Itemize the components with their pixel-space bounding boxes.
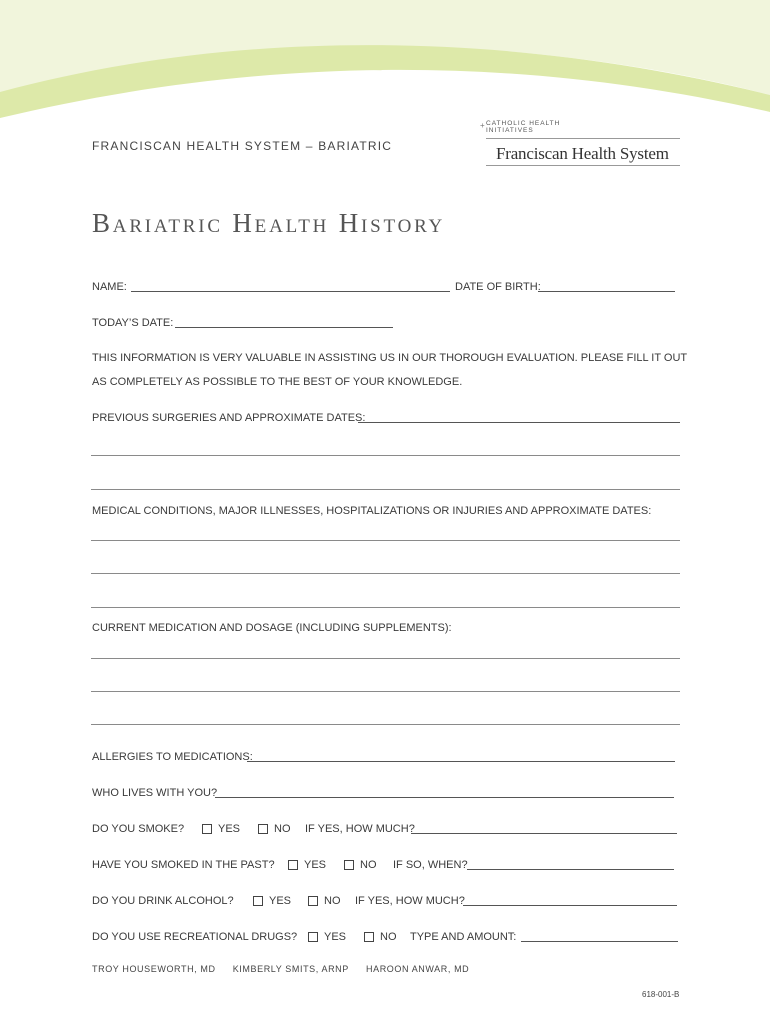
smoke-yes-label: YES xyxy=(218,823,241,835)
logo-line-2: INITIATIVES xyxy=(486,127,534,134)
alcohol-no-checkbox[interactable] xyxy=(308,896,318,906)
current-medication-label: CURRENT MEDICATION AND DOSAGE (INCLUDING SUPPLEMENTS): xyxy=(92,622,452,634)
medical-conditions-line-1[interactable] xyxy=(91,540,680,541)
header-swoosh xyxy=(0,0,770,130)
alcohol-question: DO YOU DRINK ALCOHOL? xyxy=(92,895,234,907)
smoke-question: DO YOU SMOKE? xyxy=(92,823,185,835)
previous-surgeries-label: PREVIOUS SURGERIES AND APPROXIMATE DATES: xyxy=(92,412,366,424)
logo-name: Franciscan Health System xyxy=(496,144,669,163)
page-title: Bariatric Health History xyxy=(92,208,446,238)
drugs-yes-checkbox[interactable] xyxy=(308,932,318,942)
who-lives-field[interactable] xyxy=(215,797,674,798)
smoked-past-no-checkbox[interactable] xyxy=(344,860,354,870)
smoke-follow-label: IF YES, HOW MUCH? xyxy=(305,823,415,835)
alcohol-no-option[interactable] xyxy=(308,895,341,907)
who-lives-label: WHO LIVES WITH YOU? xyxy=(92,787,218,799)
smoke-yes-option[interactable] xyxy=(202,823,240,835)
smoke-yes-checkbox[interactable] xyxy=(202,824,212,834)
alcohol-follow-label: IF YES, HOW MUCH? xyxy=(355,895,465,907)
alcohol-no-label: NO xyxy=(324,895,341,907)
allergies-label: ALLERGIES TO MEDICATIONS: xyxy=(92,751,253,763)
previous-surgeries-line-2[interactable] xyxy=(91,455,680,456)
medical-conditions-label: MEDICAL CONDITIONS, MAJOR ILLNESSES, HOSPITALIZATIONS OR INJURIES AND APPROXIMATE DATES: xyxy=(92,505,652,517)
drugs-follow-label: TYPE AND AMOUNT: xyxy=(410,931,517,943)
current-medication-line-1[interactable] xyxy=(91,658,680,659)
drugs-question: DO YOU USE RECREATIONAL DRUGS? xyxy=(92,931,298,943)
smoked-past-no-option[interactable] xyxy=(344,859,377,871)
drugs-yes-option[interactable] xyxy=(308,931,346,943)
name-label: NAME: xyxy=(92,281,127,293)
drugs-no-checkbox[interactable] xyxy=(364,932,374,942)
smoke-no-checkbox[interactable] xyxy=(258,824,268,834)
previous-surgeries-field[interactable] xyxy=(358,422,680,423)
name-field[interactable] xyxy=(131,291,450,292)
alcohol-yes-option[interactable] xyxy=(253,895,291,907)
smoked-past-question: HAVE YOU SMOKED IN THE PAST? xyxy=(92,859,275,871)
todays-date-label: TODAY’S DATE: xyxy=(92,317,174,329)
intro-line-1: THIS INFORMATION IS VERY VALUABLE IN ASSISTING US IN OUR THOROUGH EVALUATION. PLEASE FILL IT OUT xyxy=(92,352,688,364)
smoked-past-when-field[interactable] xyxy=(467,869,674,870)
medical-conditions-line-2[interactable] xyxy=(91,573,680,574)
todays-date-field[interactable] xyxy=(175,327,393,328)
smoke-no-option[interactable] xyxy=(258,823,291,835)
logo-line-1: CATHOLIC HEALTH xyxy=(486,120,561,127)
logo-rule-top xyxy=(486,138,680,139)
chi-logo-text xyxy=(480,120,561,134)
dob-field[interactable] xyxy=(538,291,675,292)
logo-rule-bottom xyxy=(486,165,680,166)
smoked-past-no-label: NO xyxy=(360,859,377,871)
drugs-yes-label: YES xyxy=(324,931,347,943)
provider-3: HAROON ANWAR, MD xyxy=(366,964,470,974)
alcohol-amount-field[interactable] xyxy=(463,905,677,906)
alcohol-yes-label: YES xyxy=(269,895,292,907)
smoked-past-follow-label: IF SO, WHEN? xyxy=(393,859,468,871)
provider-2: KIMBERLY SMITS, ARNP xyxy=(232,964,349,974)
current-medication-line-3[interactable] xyxy=(91,724,680,725)
allergies-field[interactable] xyxy=(247,761,675,762)
drugs-amount-field[interactable] xyxy=(521,941,678,942)
provider-1: TROY HOUSEWORTH, MD xyxy=(92,964,216,974)
smoked-past-yes-checkbox[interactable] xyxy=(288,860,298,870)
smoked-past-yes-option[interactable] xyxy=(288,859,326,871)
medical-conditions-line-3[interactable] xyxy=(91,607,680,608)
provider-list xyxy=(92,964,483,974)
previous-surgeries-line-3[interactable] xyxy=(91,489,680,490)
form-code: 618-001-B xyxy=(642,990,680,999)
dob-label: DATE OF BIRTH: xyxy=(455,281,541,293)
current-medication-line-2[interactable] xyxy=(91,691,680,692)
system-label: FRANCISCAN HEALTH SYSTEM – BARIATRIC xyxy=(92,139,393,153)
smoke-no-label: NO xyxy=(274,823,291,835)
cross-icon: + xyxy=(480,121,486,130)
smoked-past-yes-label: YES xyxy=(304,859,327,871)
smoke-amount-field[interactable] xyxy=(411,833,677,834)
drugs-no-label: NO xyxy=(380,931,397,943)
alcohol-yes-checkbox[interactable] xyxy=(253,896,263,906)
drugs-no-option[interactable] xyxy=(364,931,397,943)
intro-line-2: AS COMPLETELY AS POSSIBLE TO THE BEST OF YOUR KNOWLEDGE. xyxy=(92,376,463,388)
